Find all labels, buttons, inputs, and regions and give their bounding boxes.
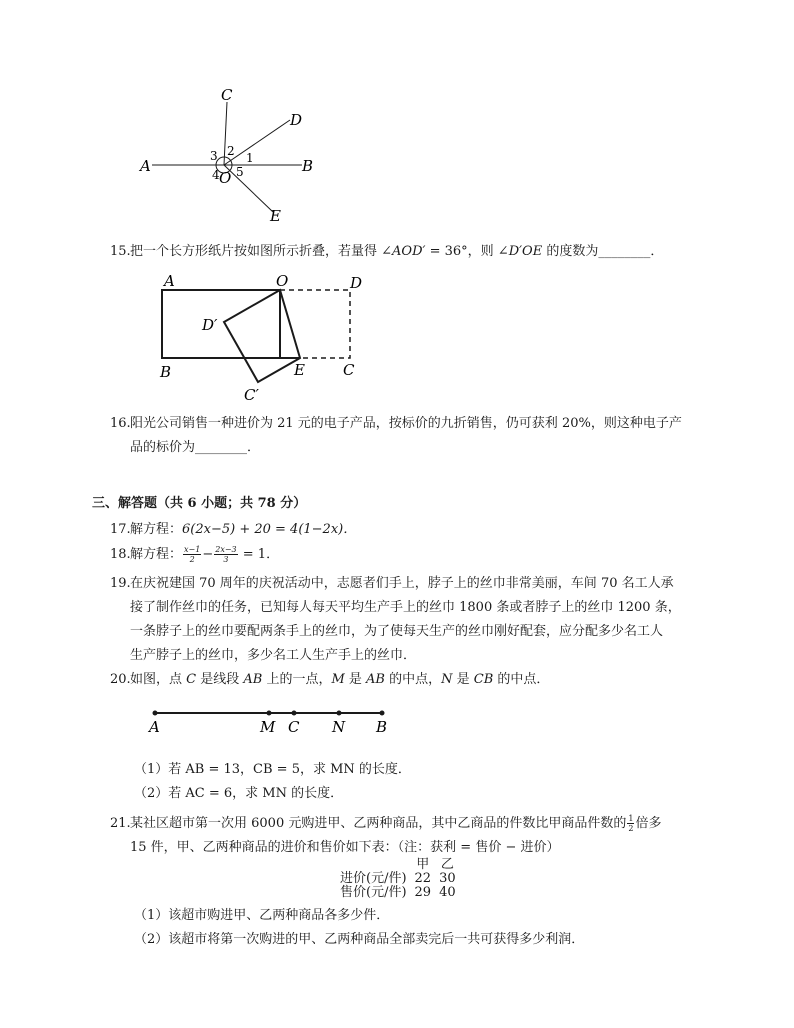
question-21-part1: （1）该超市购进甲、乙两种商品各多少件．: [134, 908, 390, 923]
table-cell: 30: [439, 871, 456, 886]
price-table: [336, 858, 460, 900]
label-a: A: [164, 272, 175, 290]
label-o: O: [219, 169, 232, 187]
table-cell: 售价(元/件): [340, 885, 407, 900]
table-cell: 40: [439, 885, 456, 900]
question-21: 21.某社区超市第一次用 6000 元购进甲、乙两种商品，其中乙商品的件数比甲商品件数的 $\frac{1}{2}$ 倍多: [110, 814, 662, 833]
angle-2: 2: [227, 144, 235, 158]
question-number: 18.: [110, 547, 131, 562]
question-17: 17.解方程：6(2x−5) + 20 = 4(1−2x)．: [110, 520, 356, 540]
label-d: D: [350, 274, 363, 292]
question-19-line2: 接了制作丝巾的任务，已知每人每天平均生产手上的丝巾 1800 条或者脖子上的丝巾 1200 条，: [130, 600, 681, 615]
angle-5: 5: [236, 165, 244, 179]
label-n: N: [332, 718, 346, 736]
segment-figure: [140, 700, 400, 740]
label-e: E: [270, 207, 281, 225]
angle-figure: [130, 80, 330, 230]
question-number: 19.: [110, 576, 131, 591]
point-c: [292, 711, 297, 716]
label-d-prime: D′: [202, 316, 218, 334]
table-cell: 22: [414, 871, 432, 886]
question-16: 16.阳光公司销售一种进价为 21 元的电子产品，按标价的九折销售，仍可获利 20%，则这种电子产: [110, 414, 682, 434]
fraction: $\frac{2x-3}{3}$: [215, 545, 237, 564]
question-number: 17.: [110, 522, 131, 537]
question-20-part1: （1）若 AB = 13，CB = 5，求 MN 的长度．: [134, 762, 411, 777]
question-number: 16.: [110, 416, 131, 431]
angle-4: 4: [212, 168, 220, 182]
question-21-line2: 15 件，甲、乙两种商品的进价和售价如下表：（注：获利 = 售价 − 进价）: [130, 840, 560, 855]
ray-oe: [224, 165, 273, 212]
label-c: C: [288, 718, 300, 736]
label-m: M: [260, 718, 276, 736]
question-16-line2: 品的标价为________．: [130, 440, 261, 455]
point-n: [337, 711, 342, 716]
label-b: B: [160, 363, 172, 381]
question-20-part2: （2）若 AC = 6，求 MN 的长度．: [134, 786, 344, 801]
question-18: 18.解方程： $\frac{x-1}{2}$ − $\frac{2x-3}{3}$ = 1．: [110, 545, 280, 564]
folded-part: [224, 290, 300, 382]
question-19: 19.在庆祝建国 70 周年的庆祝活动中，志愿者们手上，脖子上的丝巾非常美丽，车间 70 名工人承: [110, 574, 674, 594]
label-e: E: [294, 361, 305, 379]
table-row: [336, 886, 460, 900]
table-header-cell: 甲: [416, 857, 430, 872]
table-row: [336, 872, 460, 886]
angle-1: 1: [246, 151, 254, 165]
table-cell: 进价(元/件): [340, 871, 407, 886]
fraction-half: $\frac{1}{2}$: [628, 814, 634, 833]
label-d: D: [290, 111, 303, 129]
question-number: 15.: [110, 244, 131, 259]
table-header-cell: 乙: [440, 857, 454, 872]
label-c-prime: C′: [244, 386, 259, 404]
question-19-line4: 生产脖子上的丝巾，多少名工人生产手上的丝巾．: [130, 648, 417, 663]
angle-3: 3: [210, 149, 218, 163]
point-b: [380, 711, 385, 716]
label-o: O: [276, 272, 289, 290]
question-21-part2: （2）该超市将第一次购进的甲、乙两种商品全部卖完后一共可获得多少利润．: [134, 932, 585, 947]
label-b: B: [376, 718, 388, 736]
ray-od: [224, 120, 290, 165]
question-number: 21.: [110, 816, 131, 831]
question-number: 20.: [110, 672, 131, 687]
fraction: $\frac{x-1}{2}$: [184, 545, 201, 564]
question-19-line3: 一条脖子上的丝巾要配两条手上的丝巾，为了使每天生产的丝巾刚好配套，应分配多少名工人: [130, 624, 664, 639]
fold-figure: [150, 270, 380, 410]
table-header-row: [336, 858, 460, 872]
label-a: A: [149, 718, 160, 736]
table-header-cell: [336, 858, 411, 872]
question-15: 15.把一个长方形纸片按如图所示折叠，若量得 ∠AOD′ = 36°，则 ∠D′OE 的度数为________．: [110, 242, 663, 262]
equation: 6(2x−5) + 20 = 4(1−2x)．: [182, 522, 357, 537]
label-c: C: [221, 86, 233, 104]
label-a: A: [140, 157, 151, 175]
question-20: 20.如图，点 C 是线段 AB 上的一点，M 是 AB 的中点，N 是 CB 的中点．: [110, 670, 549, 690]
point-m: [267, 711, 272, 716]
section-title: 三、解答题（共 6 小题；共 78 分）: [92, 496, 307, 511]
table-cell: 29: [414, 885, 432, 900]
label-c: C: [343, 361, 355, 379]
label-b: B: [302, 157, 314, 175]
point-a: [153, 711, 158, 716]
